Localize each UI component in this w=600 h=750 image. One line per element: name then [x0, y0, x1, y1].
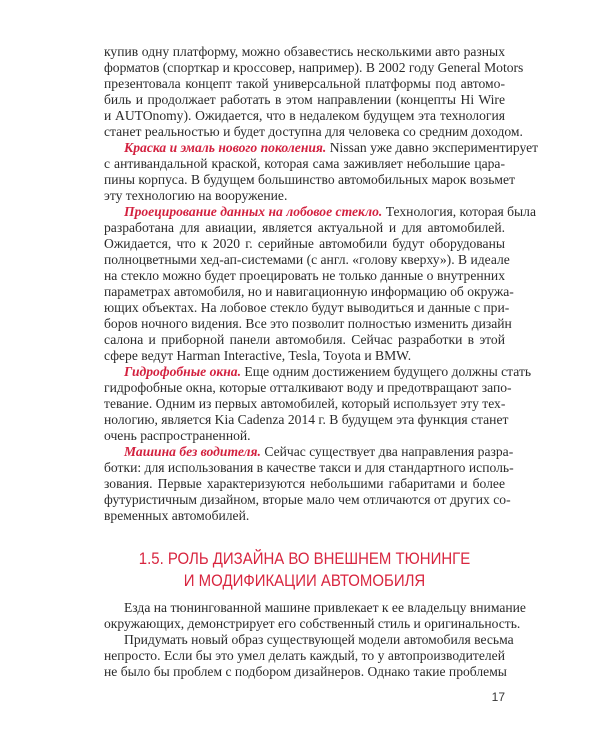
body-text-top [104, 44, 539, 524]
line-text: Сейчас существует два направления разра- [260, 444, 514, 459]
text-line [104, 60, 524, 76]
text-line [104, 632, 514, 648]
text-line [104, 664, 505, 680]
text-line [104, 172, 516, 188]
text-line [104, 508, 505, 524]
text-line [104, 236, 505, 252]
page-number: 17 [491, 690, 505, 704]
section-heading-line-1: 1.5. РОЛЬ ДИЗАЙНА ВО ВНЕШНЕМ ТЮНИНГЕ [138, 549, 471, 568]
text-line [104, 92, 505, 108]
text-line [104, 284, 514, 300]
text-line [104, 204, 536, 220]
line-text: ющих объектах. На лобовое стекло будут выводиться и данные с при- [104, 300, 510, 315]
line-text: салона и приборной панели автомобиля. Сейчас разработки в этой [104, 332, 505, 347]
text-line [104, 380, 512, 396]
line-text: Nissan уже давно экспериментирует [326, 140, 539, 155]
line-text: купив одну платформу, можно обзавестись несколькими авто разных [104, 44, 505, 59]
line-text: с антивандальной краской, которая сама заживляет небольшие цара- [104, 156, 505, 171]
paragraph-lead: Машина без водителя. [124, 444, 261, 459]
line-text: Езда на тюнингованной машине привлекает к ее владельцу внимание [124, 600, 526, 615]
text-line [104, 492, 511, 508]
text-line [104, 108, 505, 124]
text-line [104, 364, 532, 380]
text-line [104, 444, 514, 460]
text-line [104, 156, 505, 172]
line-text: сфере ведут Harman Interactive, Tesla, Toyota и BMW. [104, 348, 412, 363]
paragraph [104, 364, 532, 444]
text-line [104, 300, 510, 316]
paragraph [104, 600, 526, 632]
line-text: окружающих, демонстрирует его собственный стиль и оригинальность. [104, 616, 521, 631]
text-line [104, 616, 521, 632]
paragraph [104, 632, 514, 680]
text-line [104, 600, 526, 616]
line-text: очень распространенной. [104, 428, 251, 443]
line-text: станет реальностью и будет доступна для человека со средним доходом. [104, 124, 523, 139]
line-text: параметрах автомобиля, но и навигационную информацию об окружа- [104, 284, 514, 299]
line-text: нологию, является Kia Cadenza 2014 г. В будущем эта функция станет [104, 412, 509, 427]
line-text: разработана для авиации, является актуальной и для автомобилей. [104, 220, 505, 235]
line-text: Технология, которая была [382, 204, 536, 219]
line-text: временных автомобилей. [104, 508, 250, 523]
line-text: форматов (спорткар и кроссовер, например). В 2002 году General Motors [104, 60, 524, 75]
text-line [104, 396, 505, 412]
text-line [104, 412, 509, 428]
text-line [104, 332, 505, 348]
body-text-bottom [104, 600, 526, 680]
text-line [104, 460, 514, 476]
text-line [104, 268, 505, 284]
line-text: футуристичным дизайном, вторые мало чем отличаются от других со- [104, 492, 511, 507]
paragraph-lead: Гидрофобные окна. [124, 364, 242, 379]
paragraph-lead: Краска и эмаль нового поколения. [124, 140, 327, 155]
text-line [104, 476, 505, 492]
text-line [104, 124, 523, 140]
line-text: полноцветными хед-ап-системами (с англ. «голову кверху»). В идеале [104, 252, 510, 267]
line-text: непросто. Если бы это умел делать каждый, то у автопроизводителей [104, 648, 505, 663]
line-text: Еще одним достижением будущего должны стать [241, 364, 532, 379]
text-line [104, 188, 505, 204]
line-text: боров ночного видения. Все это позволит полностью изменить дизайн [104, 316, 512, 331]
line-text: Ожидается, что к 2020 г. серийные автомобили будут оборудованы [104, 236, 505, 251]
text-line [104, 140, 539, 156]
line-text: не было бы проблем с подбором дизайнеров. Однако такие проблемы [104, 664, 507, 679]
text-line [104, 316, 512, 332]
text-line [104, 348, 505, 364]
text-line [104, 44, 505, 60]
section-heading-line-2: И МОДИФИКАЦИИ АВТОМОБИЛЯ [183, 571, 426, 590]
text-line [104, 428, 505, 444]
line-text: тевание. Одним из первых автомобилей, который использует эту тех- [104, 396, 506, 411]
line-text: гидрофобные окна, которые отталкивают воду и предотвращают запо- [104, 380, 512, 395]
paragraph [104, 444, 514, 524]
line-text: ботки: для использования в качестве такси и для стандартного исполь- [104, 460, 514, 475]
line-text: на стекло можно будет проецировать не только данные о внутренних [104, 268, 505, 283]
text-line [104, 220, 505, 236]
line-text: пины корпуса. В будущем большинство автомобильных марок возьмет [104, 172, 516, 187]
paragraph [104, 204, 536, 364]
text-line [104, 648, 505, 664]
paragraph [104, 44, 524, 140]
line-text: зования. Первые характеризуются небольшими габаритами и более [104, 476, 505, 491]
line-text: Придумать новый образ существующей модели автомобиля весьма [124, 632, 514, 647]
text-line [104, 252, 510, 268]
line-text: и AUTOnomy). Ожидается, что в недалеком будущем эта технология [104, 108, 505, 123]
section-heading [128, 548, 481, 592]
line-text: эту технологию на вооружение. [104, 188, 288, 203]
line-text: биль и продолжает работать в этом направлении (концепты Hi Wire [104, 92, 505, 107]
paragraph [104, 140, 539, 204]
paragraph-lead: Проецирование данных на лобовое стекло. [124, 204, 383, 219]
line-text: презентовала концепт такой универсальной платформы под автомо- [104, 76, 505, 91]
text-line [104, 76, 505, 92]
